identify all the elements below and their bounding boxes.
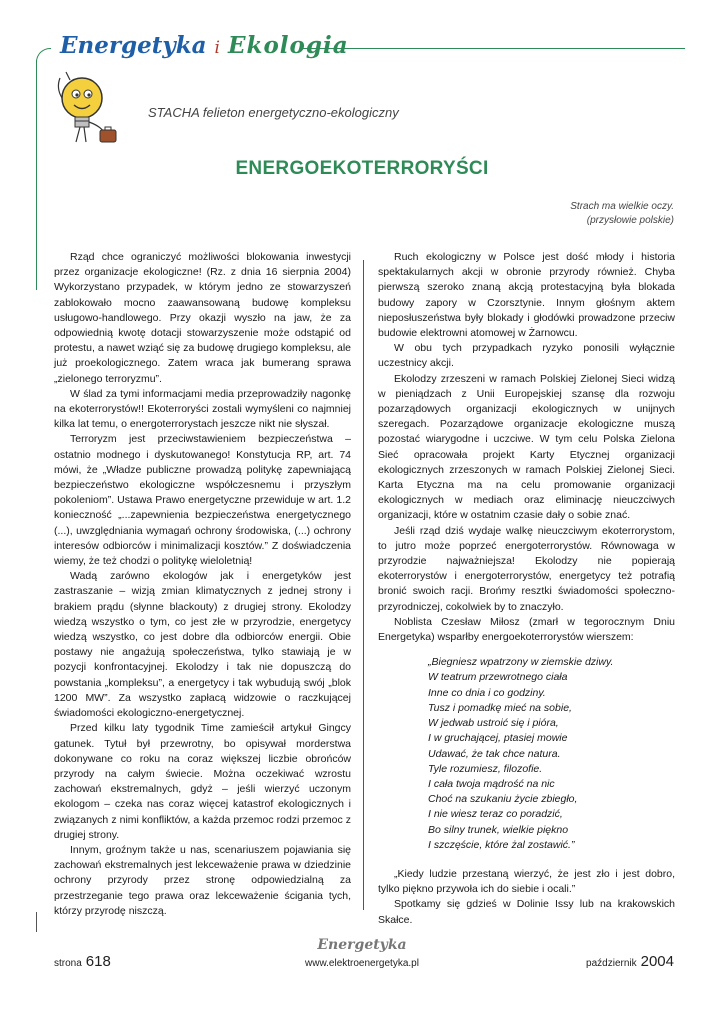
paragraph: Terroryzm jest przeciwstawieniem bezpieczeństwa – ostatnio modnego i dyskutowanego! Konstytucja RP, art. 74 mówi, że „Władze publiczne prowadzą politykę zapewniającą bezpieczeństwo ekologiczne współczesnemu i przyszłym pokoleniom”. Ustawa Prawo energetyczne przewiduje w art. 1.2 konieczność „...zapewnienia bezpieczeństwa energetycznego (...), uwzględniania wymagań ochrony środowiska, (...) ochrony interesów odbiorców i minimalizacji kosztów.” Z doświadczenia wiemy, że też chodzi o politykę wieloletnią! [54, 433, 351, 568]
motto [570, 200, 674, 228]
paragraph: Przed kilku laty tygodnik Time zamieścił artykuł Gingcy gatunek. Tytuł był przewrotny, bo opisywał morderstwa dokonywane co roku na coraz większej liczbie obrońców przyrody na całym świecie. Można oczekiwać wzrostu zachowań ekstremalnych, gdyż – jeśli wierzyć uczonym ekologom – czeka nas coraz więcej katastrof ekologicznych i związanych z nimi konfliktów, a każda przemoc rodzi przemoc z drugiej strony. [54, 722, 351, 841]
poem-quote [378, 655, 675, 853]
column-divider [363, 260, 364, 910]
page-number-value: 618 [85, 953, 111, 970]
section-brand [60, 32, 349, 59]
article-column-right [378, 250, 675, 928]
column-subtitle: STACHA felieton energetyczno-ekologiczny [148, 105, 399, 120]
paragraph: W ślad za tymi informacjami media przeprowadziły nagonkę na ekoterrorystów!! Ekoterroryści zostali wymyśleni co najmniej kilka lat temu, o energoterrorystach jeszcze nikt nie słyszał. [54, 387, 351, 431]
brand-ekologia: Ekologia [227, 32, 349, 59]
poem-line: Tyle rozumiesz, filozofie. [428, 762, 543, 775]
poem-line: Bo silny trunek, wielkie piękno [428, 823, 569, 836]
footer-url[interactable]: www.elektroenergetyka.pl [305, 958, 419, 969]
brand-energetyka: Energetyka [60, 32, 207, 59]
poem-line: Inne co dnia i co godziny. [428, 686, 546, 699]
header-rule [303, 48, 685, 49]
poem-line: Choć na szukaniu życie zbiegło, [428, 793, 578, 806]
poem-line: I cała twoja mądrość na nic [428, 777, 555, 790]
issue-date [586, 953, 674, 970]
paragraph: W obu tych przypadkach ryzyko ponosili wyłącznie uczestnicy akcji. [378, 342, 675, 370]
paragraph: „Kiedy ludzie przestaną wierzyć, że jest zło i jest dobro, tylko piękno przywoła ich do siebie i ocali.” [378, 867, 675, 896]
paragraph: Wadą zarówno ekologów jak i energetyków jest zastraszanie – wizją zmian klimatycznych z jednej strony i brakiem prądu (słynne blackouty) z drugiej strony. Ekolodzy wiedzą wszystko o tym, co jest złe w przyrodzie, energetycy wiedzą wszystko, co jest dobre dla odbiorców energii. Obie postawy nie angażują społeczeństwa, tylko stawiają je w pozycji konfrontacyjnej. Ekolodzy i tak nie dopuszczą do powstania „kompleksu”, a energetycy i tak wybudują swój „blok 1200 MW”. Za wszystko zapłacą widzowie o raczkującej świadomości ekologiczno-energetycznej. [54, 570, 351, 720]
lightbulb-mascot-icon [52, 68, 124, 148]
paragraph: Spotkamy się gdzieś w Dolinie Issy lub na krakowskich Skałce. [378, 898, 675, 926]
poem-line: „Biegniesz wpatrzony w ziemskie dziwy. [428, 656, 614, 669]
poem-line: Tusz i pomadkę mieć na sobie, [428, 701, 572, 714]
poem-line: I nie wiesz teraz co poradzić, [428, 808, 563, 821]
paragraph: Innym, groźnym także u nas, scenariuszem pojawiania się zachowań ekstremalnych jest lekceważenie prawa w dziedzinie ochrony przyrody przez stronę odpowiedzialną za przestrzeganie tego prawa oraz lekceważenie ścigania tych, którzy przyrodę niszczą. [54, 843, 351, 917]
poem-line: W teatrum przewrotnego ciała [428, 671, 568, 684]
footer-logo: Energetyka [317, 937, 407, 953]
article-title: ENERGOEKOTERRORYŚCI [235, 158, 489, 179]
paragraph: Noblista Czesław Miłosz (zmarł w tegorocznym Dniu Energetyka) wsparłby energoekoterrorystów wierszem: [378, 615, 675, 644]
poem-line: I w gruchającej, ptasiej mowie [428, 732, 568, 745]
issue-month: październik [586, 958, 637, 969]
paragraph: Ekolodzy zrzeszeni w ramach Polskiej Zielonej Sieci widzą w pieniądzach z Unii Europejskiej szansę dla rozwoju pozarządowych organizacji ekologicznych w unijnych szeregach. Pozarządowe organizacje ekologiczne muszą pozostać wiarygodne i uczciwe. W tym celu Polska Zielona Sieć opracowała projekt Karty Etycznej organizacji ekologicznych zrzeszonych w ramach Polskiej Zielonej Sieci. Karta Etyczna ma na celu promowanie organizacji ekologicznych w mediach oraz eliminację nieuczciwych organizacji, które w ostatnim czasie dały o sobie znać. [378, 372, 675, 522]
paragraph: Ruch ekologiczny w Polsce jest dość młody i historia spektakularnych akcji w obronie przyrody również. Chyba pierwszą szeroko znaną akcją protestacyjną była blokada budowy zapory w Czorsztynie. Innym głośnym aktem nieposłuszeństwa były blokady i głodówki prowadzone przeciw budowie elektrowni atomowej w Żarnowcu. [378, 251, 675, 340]
poem-line: W jedwab ustroić się i pióra, [428, 717, 559, 730]
motto-source: (przysłowie polskie) [586, 215, 674, 226]
brand-conjunction: i [214, 38, 220, 58]
frame-corner [36, 48, 51, 63]
page-label: strona [54, 958, 82, 969]
article-column-left [54, 250, 351, 919]
paragraph: Jeśli rząd dziś wydaje walkę nieuczciwym ekoterrorystom, to jutro może poprzeć energoterrorystów. Równowaga w przyrodzie najważniejsza! Ekolodzy nie popierają ekoterrorystów i energoterrorystów, energetycy też potrafią bronić swoich racji. Brońmy resztki świadomości społeczno-przyrodniczej, cokolwiek by to znaczyło. [378, 524, 675, 613]
frame-bottom-line [36, 912, 37, 932]
paragraph: Rząd chce ograniczyć możliwości blokowania inwestycji przez organizacje ekologiczne! (Rz. z dnia 16 sierpnia 2004) Wykorzystano przypadek, w którym jedno ze stowarzyszeń zablokowało mocno zaawansowaną budowę kompleksu usługowo-handlowego. Przy okazji wyszło na jaw, że za odpowiednią kwotę dotacji stowarzyszenie może odstąpić od protestu, a nawet wziąć się za budowę drugiego kompleksu, ale już proekologicznego. Zatem wraca jak bumerang sprawa „zielonego terroryzmu”. [54, 251, 351, 385]
poem-line: I szczęście, które żal zostawić.” [428, 838, 575, 851]
poem-line: Udawać, że tak chce natura. [428, 747, 561, 760]
motto-quote: Strach ma wielkie oczy. [570, 201, 674, 212]
issue-year: 2004 [640, 953, 674, 970]
